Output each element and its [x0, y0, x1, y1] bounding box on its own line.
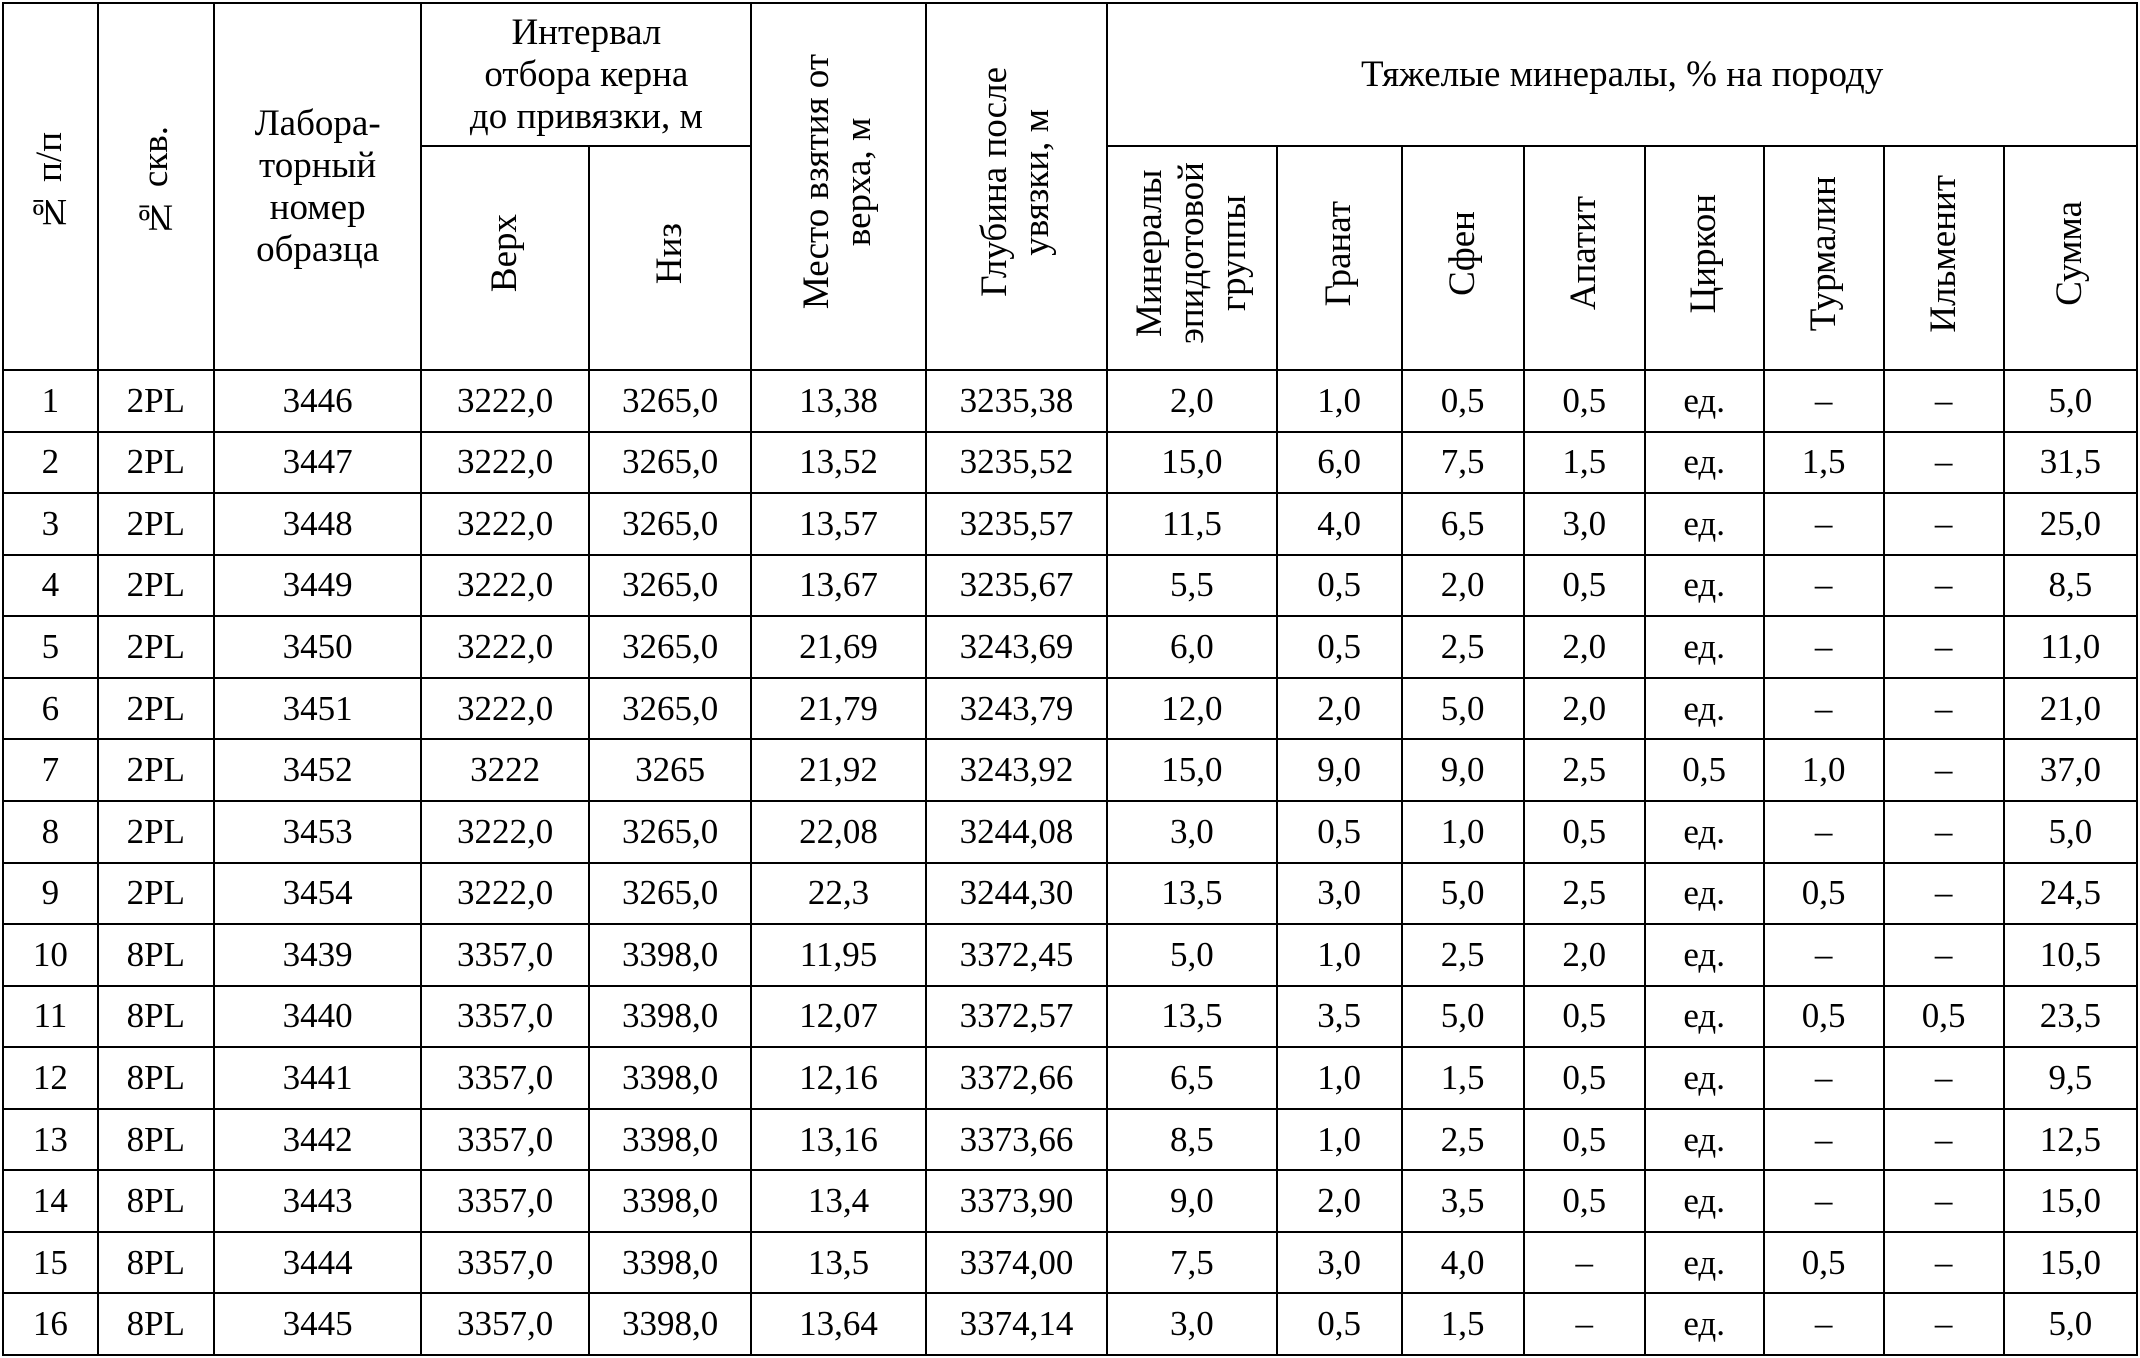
table-cell: 21,69: [751, 616, 925, 678]
table-cell: 13,5: [1107, 863, 1276, 925]
table-cell: –: [1884, 1232, 2004, 1294]
table-row: [3, 1232, 2137, 1294]
table-cell: ед.: [1645, 370, 1764, 432]
table-cell: 3452: [214, 739, 422, 801]
col-bottom-header: Низ: [589, 146, 751, 370]
table-row: [3, 1293, 2137, 1355]
table-cell: 3441: [214, 1047, 422, 1109]
table-cell: –: [1884, 555, 2004, 617]
table-cell: 13,5: [751, 1232, 925, 1294]
heavy-minerals-header: Тяжелые минералы, % на породу: [1107, 3, 2137, 146]
table-cell: 3,5: [1277, 986, 1402, 1048]
table-cell: 7,5: [1107, 1232, 1276, 1294]
table-cell: –: [1764, 924, 1884, 986]
table-cell: 15,0: [2004, 1232, 2137, 1294]
table-cell: 0,5: [1884, 986, 2004, 1048]
table-cell: 0,5: [1645, 739, 1764, 801]
table-cell: 0,5: [1764, 986, 1884, 1048]
table-cell: 10,5: [2004, 924, 2137, 986]
table-cell: 37,0: [2004, 739, 2137, 801]
table-cell: ед.: [1645, 1047, 1764, 1109]
table-cell: –: [1884, 924, 2004, 986]
table-cell: 12,0: [1107, 678, 1276, 740]
table-cell: 2,5: [1524, 863, 1645, 925]
table-cell: 0,5: [1764, 863, 1884, 925]
table-cell: 3235,52: [926, 432, 1108, 494]
table-cell: 3451: [214, 678, 422, 740]
table-cell: 5,0: [1402, 986, 1524, 1048]
table-cell: 3222,0: [421, 432, 588, 494]
table-cell: 3222: [421, 739, 588, 801]
table-cell: 3243,69: [926, 616, 1108, 678]
table-cell: 8PL: [98, 1170, 214, 1232]
table-cell: 11,5: [1107, 493, 1276, 555]
table-cell: 1,0: [1277, 370, 1402, 432]
table-cell: 7,5: [1402, 432, 1524, 494]
table-cell: –: [1884, 370, 2004, 432]
table-cell: 8PL: [98, 1047, 214, 1109]
table-cell: 3222,0: [421, 863, 588, 925]
table-cell: ед.: [1645, 493, 1764, 555]
table-cell: –: [1764, 1047, 1884, 1109]
col-lab-number-header: Лабора- торный номер образца: [214, 3, 422, 370]
table-cell: ед.: [1645, 986, 1764, 1048]
table-row: [3, 678, 2137, 740]
table-row: [3, 863, 2137, 925]
table-cell: 3357,0: [421, 1232, 588, 1294]
table-cell: –: [1764, 616, 1884, 678]
table-cell: 0,5: [1277, 555, 1402, 617]
table-cell: –: [1764, 370, 1884, 432]
table-cell: 0,5: [1277, 1293, 1402, 1355]
table-cell: 3444: [214, 1232, 422, 1294]
table-cell: 1: [3, 370, 98, 432]
col-place-header: Место взятия от верха, м: [751, 3, 925, 370]
table-cell: 2,0: [1107, 370, 1276, 432]
table-cell: 3244,08: [926, 801, 1108, 863]
table-cell: 2PL: [98, 370, 214, 432]
table-cell: 2PL: [98, 863, 214, 925]
table-cell: 3357,0: [421, 986, 588, 1048]
table-cell: –: [1524, 1232, 1645, 1294]
table-cell: 3244,30: [926, 863, 1108, 925]
table-cell: 3,0: [1107, 801, 1276, 863]
table-cell: 9,0: [1277, 739, 1402, 801]
col-sphene-header: Сфен: [1402, 146, 1524, 370]
table-row: [3, 986, 2137, 1048]
col-top-header: Верх: [421, 146, 588, 370]
table-row: [3, 616, 2137, 678]
col-tourmaline-header: Турмалин: [1764, 146, 1884, 370]
table-cell: 3222,0: [421, 801, 588, 863]
table-cell: 1,0: [1277, 924, 1402, 986]
table-cell: 8PL: [98, 986, 214, 1048]
table-cell: 1,5: [1524, 432, 1645, 494]
table-cell: 3265: [589, 739, 751, 801]
table-cell: 3222,0: [421, 616, 588, 678]
table-cell: 0,5: [1524, 370, 1645, 432]
table-cell: 3374,00: [926, 1232, 1108, 1294]
table-cell: 3357,0: [421, 1047, 588, 1109]
table-cell: 2,5: [1402, 616, 1524, 678]
table-cell: 6: [3, 678, 98, 740]
table-cell: 23,5: [2004, 986, 2137, 1048]
table-cell: 6,0: [1107, 616, 1276, 678]
heavy-minerals-table: [2, 2, 2138, 1356]
table-cell: 3,0: [1524, 493, 1645, 555]
table-cell: –: [1884, 863, 2004, 925]
table-row: [3, 1170, 2137, 1232]
table-cell: 3357,0: [421, 1293, 588, 1355]
table-cell: 5,0: [1402, 678, 1524, 740]
col-ilmenite-header: Ильменит: [1884, 146, 2004, 370]
table-cell: 13,4: [751, 1170, 925, 1232]
table-cell: 3439: [214, 924, 422, 986]
table-cell: –: [1884, 1170, 2004, 1232]
col-sum-header: Сумма: [2004, 146, 2137, 370]
table-cell: 2,5: [1402, 1109, 1524, 1171]
table-cell: 0,5: [1277, 801, 1402, 863]
table-cell: 0,5: [1524, 986, 1645, 1048]
table-cell: 13,38: [751, 370, 925, 432]
table-cell: 3222,0: [421, 555, 588, 617]
table-cell: 3449: [214, 555, 422, 617]
table-cell: 31,5: [2004, 432, 2137, 494]
table-cell: –: [1764, 1109, 1884, 1171]
table-cell: 10: [3, 924, 98, 986]
table-body: [3, 370, 2137, 1355]
table-cell: 3265,0: [589, 616, 751, 678]
table-cell: –: [1764, 555, 1884, 617]
table-cell: 8,5: [1107, 1109, 1276, 1171]
table-cell: 3265,0: [589, 801, 751, 863]
table-cell: 3372,57: [926, 986, 1108, 1048]
table-cell: 15,0: [1107, 432, 1276, 494]
table-cell: 3,0: [1107, 1293, 1276, 1355]
table-cell: 3235,67: [926, 555, 1108, 617]
table-cell: 1,0: [1277, 1109, 1402, 1171]
table-cell: 21,79: [751, 678, 925, 740]
table-cell: 0,5: [1764, 1232, 1884, 1294]
table-cell: 5,0: [1107, 924, 1276, 986]
table-cell: 4: [3, 555, 98, 617]
table-cell: 3265,0: [589, 432, 751, 494]
table-cell: 22,08: [751, 801, 925, 863]
table-cell: 6,0: [1277, 432, 1402, 494]
table-cell: 13,52: [751, 432, 925, 494]
table-cell: –: [1884, 616, 2004, 678]
table-cell: ед.: [1645, 1293, 1764, 1355]
table-cell: 13,64: [751, 1293, 925, 1355]
table-cell: –: [1764, 1293, 1884, 1355]
col-epidote-header: Минералы эпидотовой группы: [1107, 146, 1276, 370]
table-row: [3, 924, 2137, 986]
table-cell: ед.: [1645, 1232, 1764, 1294]
table-cell: 3453: [214, 801, 422, 863]
col-interval-header: Интервал отбора керна до привязки, м: [421, 3, 751, 146]
table-cell: 21,0: [2004, 678, 2137, 740]
table-row: [3, 555, 2137, 617]
table-cell: 2PL: [98, 555, 214, 617]
table-cell: –: [1884, 432, 2004, 494]
table-cell: 3442: [214, 1109, 422, 1171]
table-cell: 3398,0: [589, 1170, 751, 1232]
table-cell: 3357,0: [421, 1170, 588, 1232]
table-cell: 7: [3, 739, 98, 801]
table-cell: 0,5: [1277, 616, 1402, 678]
table-cell: 8PL: [98, 1232, 214, 1294]
table-cell: 1,5: [1402, 1293, 1524, 1355]
table-cell: 6,5: [1402, 493, 1524, 555]
table-cell: 0,5: [1524, 555, 1645, 617]
table-cell: 2,0: [1524, 924, 1645, 986]
table-cell: 12: [3, 1047, 98, 1109]
table-cell: 3222,0: [421, 678, 588, 740]
table-cell: 8PL: [98, 1293, 214, 1355]
table-cell: 22,3: [751, 863, 925, 925]
table-cell: 3222,0: [421, 370, 588, 432]
table-cell: 13,67: [751, 555, 925, 617]
table-cell: 12,5: [2004, 1109, 2137, 1171]
table-cell: ед.: [1645, 801, 1764, 863]
table-cell: 0,5: [1524, 1047, 1645, 1109]
table-cell: 3454: [214, 863, 422, 925]
table-cell: –: [1884, 801, 2004, 863]
table-cell: 1,0: [1764, 739, 1884, 801]
table-cell: ед.: [1645, 432, 1764, 494]
table-cell: –: [1764, 678, 1884, 740]
table-cell: ед.: [1645, 863, 1764, 925]
table-row: [3, 801, 2137, 863]
table-cell: 2,5: [1402, 924, 1524, 986]
table-cell: 13,57: [751, 493, 925, 555]
table-cell: 11: [3, 986, 98, 1048]
table-cell: 3443: [214, 1170, 422, 1232]
table-cell: 21,92: [751, 739, 925, 801]
table-cell: 5,5: [1107, 555, 1276, 617]
table-cell: –: [1764, 493, 1884, 555]
table-cell: 13,5: [1107, 986, 1276, 1048]
table-cell: 16: [3, 1293, 98, 1355]
table-cell: 3398,0: [589, 1232, 751, 1294]
table-cell: –: [1884, 1047, 2004, 1109]
table-cell: ед.: [1645, 924, 1764, 986]
table-cell: 8PL: [98, 1109, 214, 1171]
table-cell: 3265,0: [589, 678, 751, 740]
table-cell: 3398,0: [589, 1047, 751, 1109]
table-cell: 3446: [214, 370, 422, 432]
table-cell: 9: [3, 863, 98, 925]
table-cell: 2,0: [1524, 678, 1645, 740]
table-cell: 2PL: [98, 739, 214, 801]
table-cell: 2PL: [98, 432, 214, 494]
table-cell: –: [1884, 678, 2004, 740]
table-cell: 3374,14: [926, 1293, 1108, 1355]
table-cell: –: [1764, 801, 1884, 863]
table-cell: 3243,92: [926, 739, 1108, 801]
table-cell: 2PL: [98, 801, 214, 863]
table-cell: 2,0: [1402, 555, 1524, 617]
col-depth-header: Глубина после увязки, м: [926, 3, 1108, 370]
table-cell: 9,5: [2004, 1047, 2137, 1109]
table-cell: 2PL: [98, 616, 214, 678]
table-cell: 8,5: [2004, 555, 2137, 617]
table-cell: 15: [3, 1232, 98, 1294]
table-cell: 3398,0: [589, 1293, 751, 1355]
table-cell: 5,0: [2004, 801, 2137, 863]
table-cell: 3,5: [1402, 1170, 1524, 1232]
table-cell: –: [1884, 1109, 2004, 1171]
table-cell: 13: [3, 1109, 98, 1171]
table-cell: 5: [3, 616, 98, 678]
table-cell: 1,5: [1764, 432, 1884, 494]
col-row-number-header: № п/п: [3, 3, 98, 370]
table-cell: 12,07: [751, 986, 925, 1048]
table-cell: 5,0: [2004, 370, 2137, 432]
table-cell: 3222,0: [421, 493, 588, 555]
table-cell: 3440: [214, 986, 422, 1048]
table-cell: ед.: [1645, 678, 1764, 740]
table-cell: 1,0: [1402, 801, 1524, 863]
table-cell: –: [1884, 1293, 2004, 1355]
table-cell: 3448: [214, 493, 422, 555]
table-cell: 2,0: [1524, 616, 1645, 678]
table-cell: 3372,45: [926, 924, 1108, 986]
table-cell: ед.: [1645, 616, 1764, 678]
table-cell: 24,5: [2004, 863, 2137, 925]
table-cell: 3445: [214, 1293, 422, 1355]
table-cell: 13,16: [751, 1109, 925, 1171]
table-cell: 3398,0: [589, 924, 751, 986]
table-cell: 0,5: [1524, 801, 1645, 863]
table-cell: 5,0: [1402, 863, 1524, 925]
table-cell: ед.: [1645, 1170, 1764, 1232]
table-row: [3, 370, 2137, 432]
table-cell: 3265,0: [589, 555, 751, 617]
table-cell: 15,0: [2004, 1170, 2137, 1232]
table-cell: 2,0: [1277, 678, 1402, 740]
table-cell: 3373,66: [926, 1109, 1108, 1171]
table-cell: 6,5: [1107, 1047, 1276, 1109]
table-cell: 2PL: [98, 493, 214, 555]
table-cell: 15,0: [1107, 739, 1276, 801]
table-row: [3, 432, 2137, 494]
table-cell: 3357,0: [421, 1109, 588, 1171]
table-cell: 8PL: [98, 924, 214, 986]
table-cell: 3243,79: [926, 678, 1108, 740]
table-row: [3, 1109, 2137, 1171]
table-row: [3, 493, 2137, 555]
col-garnet-header: Гранат: [1277, 146, 1402, 370]
table-cell: 3450: [214, 616, 422, 678]
table-cell: –: [1764, 1170, 1884, 1232]
table-cell: 2,5: [1524, 739, 1645, 801]
table-cell: 3265,0: [589, 370, 751, 432]
table-cell: –: [1884, 739, 2004, 801]
table-cell: 25,0: [2004, 493, 2137, 555]
table-cell: 4,0: [1402, 1232, 1524, 1294]
table-cell: 3265,0: [589, 493, 751, 555]
table-row: [3, 1047, 2137, 1109]
table-cell: 1,0: [1277, 1047, 1402, 1109]
table-cell: 3235,38: [926, 370, 1108, 432]
table-cell: 2: [3, 432, 98, 494]
table-cell: 9,0: [1107, 1170, 1276, 1232]
table-cell: 3373,90: [926, 1170, 1108, 1232]
table-cell: –: [1884, 493, 2004, 555]
table-cell: –: [1524, 1293, 1645, 1355]
table-cell: 11,0: [2004, 616, 2137, 678]
col-well-number-header: № скв.: [98, 3, 214, 370]
table-cell: 1,5: [1402, 1047, 1524, 1109]
table-cell: 9,0: [1402, 739, 1524, 801]
col-zircon-header: Циркон: [1645, 146, 1764, 370]
table-cell: 3357,0: [421, 924, 588, 986]
table-cell: 8: [3, 801, 98, 863]
table-cell: ед.: [1645, 1109, 1764, 1171]
table-cell: 12,16: [751, 1047, 925, 1109]
table-cell: 3398,0: [589, 1109, 751, 1171]
table-cell: 3447: [214, 432, 422, 494]
table-cell: 3: [3, 493, 98, 555]
table-cell: ед.: [1645, 555, 1764, 617]
table-cell: 0,5: [1524, 1170, 1645, 1232]
col-apatite-header: Апатит: [1524, 146, 1645, 370]
table-cell: 0,5: [1524, 1109, 1645, 1171]
table-cell: 4,0: [1277, 493, 1402, 555]
table-cell: 3,0: [1277, 863, 1402, 925]
table-cell: 2PL: [98, 678, 214, 740]
table-row: [3, 739, 2137, 801]
table-cell: 0,5: [1402, 370, 1524, 432]
table-cell: 3235,57: [926, 493, 1108, 555]
table-cell: 11,95: [751, 924, 925, 986]
table-cell: 3265,0: [589, 863, 751, 925]
table-cell: 3,0: [1277, 1232, 1402, 1294]
table-cell: 3398,0: [589, 986, 751, 1048]
table-cell: 3372,66: [926, 1047, 1108, 1109]
table-cell: 5,0: [2004, 1293, 2137, 1355]
table-cell: 2,0: [1277, 1170, 1402, 1232]
table-cell: 14: [3, 1170, 98, 1232]
